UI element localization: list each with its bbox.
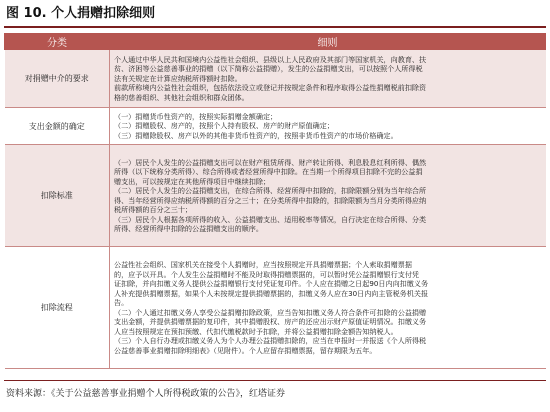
header-category: 分类 <box>5 34 110 50</box>
detail-line: （一）捐赠货币性资产的，按照实际捐赠金额确定； <box>114 111 278 121</box>
row-category: 对捐赠中介的要求 <box>5 50 110 108</box>
detail-line: 人应当按照规定在预扣预缴、代扣代缴税款时予扣除，并将公益捐赠扣除金额告知纳税人。 <box>114 326 398 336</box>
row-details <box>110 108 546 145</box>
header-details: 细则 <box>110 34 546 50</box>
source-note: 资料来源：《关于公益慈善事业捐赠个人所得税政策的公告》，红塔证券 <box>6 389 286 399</box>
detail-line: 支出金额，并提供捐赠票据的复印件，其中捐赠股权、房产的还应出示财产原值证明情况。扣缴义务 <box>114 317 427 326</box>
detail-line: 所得（以下统称分类所得）、综合所得或者经营所得中扣除。在当期一个所得项目扣除不完的公益捐 <box>114 167 423 176</box>
row-category: 扣除标准 <box>5 145 110 247</box>
detail-line: （一）居民个人发生的公益捐赠支出可以在财产租赁所得、财产转让所得、利息股息红利所得、偶然 <box>114 157 427 167</box>
row-details <box>110 50 546 108</box>
detail-line: （三）捐赠除股权、房产以外的其他非货币性资产的，按照非货币性资产的市场价格确定。 <box>114 130 398 140</box>
footer-divider <box>4 380 546 381</box>
detail-line: 前款所称境内公益性社会组织，包括依法设立或登记并按规定条件和程序取得公益性捐赠税前扣除资 <box>114 83 427 93</box>
detail-line: 的，应予以开具。个人发生公益捐赠时不能及时取得捐赠票据的，可以暂时凭公益捐赠银行支付凭 <box>114 269 420 279</box>
detail-line: 法有关规定在计算应纳税所得额时扣除。 <box>114 73 242 83</box>
detail-line: 公益慈善事业捐赠扣除明细表》（见附件）。个人应留存捐赠票据，留存期限为五年。 <box>114 345 377 355</box>
detail-line: （二）个人通过扣缴义务人享受公益捐赠扣除政策，应当告知扣缴义务人符合条件可扣除的公益捐赠 <box>114 307 427 317</box>
detail-line: 格的慈善组织、其他社会组织和群众团体。 <box>114 92 249 102</box>
row-category: 扣除流程 <box>5 247 110 369</box>
detail-line: 所得、经营所得中扣除的公益捐赠支出的顺序。 <box>114 224 263 233</box>
detail-line: 个人通过中华人民共和国境内公益性社会组织、县级以上人民政府及其部门等国家机关，向教育、扶 <box>114 54 427 64</box>
title-divider <box>4 26 546 28</box>
detail-line: 税所得额的百分之三十； <box>114 205 193 214</box>
detail-line: 人补充提供捐赠票据，如果个人未按规定提供捐赠票据的，扣缴义务人应在30日内向主管税务机关报 <box>114 288 429 298</box>
detail-line: （三）个人自行办理或扣缴义务人为个人办理公益捐赠扣除的，应当在申报时一并报送《个人所得税 <box>114 336 427 345</box>
detail-line: 赠支出，可以按规定在其他所得项目中继续扣除； <box>114 176 271 186</box>
detail-line: 证扣除，并向扣缴义务人提供公益捐赠银行支付凭证复印件。个人应在捐赠之日起90日内向扣缴义务 <box>114 279 429 288</box>
table-row <box>5 108 546 145</box>
table-row <box>5 145 546 247</box>
row-details <box>110 145 546 247</box>
detail-line: （三）居民个人根据各项所得的收入、公益捐赠支出、适用税率等情况，自行决定在综合所得、分类 <box>114 214 427 224</box>
table-row <box>5 247 546 369</box>
table-header-row <box>5 34 546 50</box>
detail-line: 告。 <box>114 298 129 307</box>
detail-line: （二）居民个人发生的公益捐赠支出，在综合所得、经营所得中扣除的，扣除限额分别为当年综合所 <box>114 186 427 195</box>
row-category: 支出金额的确定 <box>5 108 110 145</box>
donation-rules-table <box>4 33 546 369</box>
detail-line: 贫、济困等公益慈善事业的捐赠（以下简称公益捐赠），发生的公益捐赠支出，可以按照个人所得税 <box>114 64 423 74</box>
detail-line: 公益性社会组织、国家机关在接受个人捐赠时，应当按照规定开具捐赠票据；个人索取捐赠票据 <box>114 260 412 269</box>
detail-line: （二）捐赠股权、房产的，按照个人持有股权、房产的财产原值确定； <box>114 121 334 131</box>
detail-line: 得、当年经营所得应纳税所得额的百分之三十；在分类所得中扣除的，扣除限额为当月分类所得应纳 <box>114 195 427 205</box>
table-row <box>5 50 546 108</box>
figure-title: 图 10. 个人捐赠扣除细则 <box>6 6 156 21</box>
row-details <box>110 247 546 369</box>
